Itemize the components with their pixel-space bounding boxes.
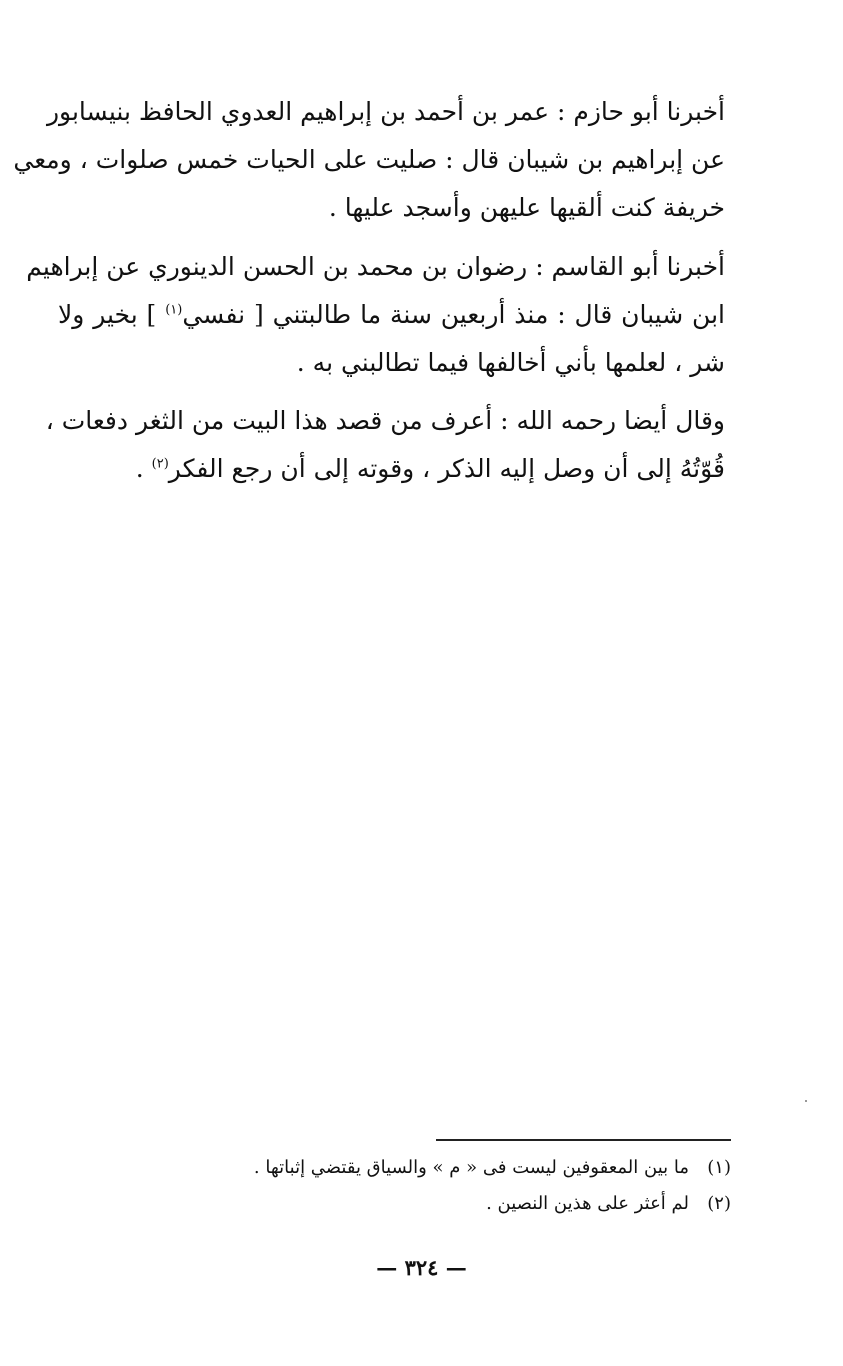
paragraph-2-line-1: أخبرنا أبو القاسم : رضوان بن محمد بن الحسن الدينوري عن إبراهيم — [26, 252, 725, 281]
paragraph-1-line-2: عن إبراهيم بن شيبان قال : صليت على الحيات خمس صلوات ، ومعي — [13, 145, 725, 174]
paragraph-3-line-1: وقال أيضا رحمه الله : أعرف من قصد هذا البيت من الثغر دفعات ، — [45, 406, 725, 435]
paragraph-2-line-3: شر ، لعلمها بأني أخالفها فيما تطالبني به . — [296, 348, 725, 377]
footnote-2-number: (٢) — [707, 1193, 731, 1214]
footnote-2 — [120, 1190, 731, 1218]
paragraph-3-line-2-text-before: قُوّتُهُ إلى أن وصل إليه الذكر ، وقوته إلى أن رجع الفكر — [168, 454, 725, 483]
footnote-marker-2: (٢) — [151, 456, 169, 472]
paragraph-3-line-2-text-after: . — [135, 454, 152, 483]
footnote-1 — [120, 1154, 731, 1182]
footnote-separator — [436, 1139, 731, 1141]
paragraph-2-line-2 — [58, 298, 725, 332]
footnote-marker-1: (١) — [165, 302, 183, 318]
paragraph-2-line-2-text-after: ] بخير ولا — [58, 300, 166, 329]
page-number: — ٣٢٤ — — [376, 1255, 467, 1280]
scan-speck — [805, 1100, 807, 1102]
paragraph-2-line-2-text-before: ابن شيبان قال : منذ أربعين سنة ما طالبتني [ نفسي — [182, 300, 725, 329]
paragraph-1-line-1: أخبرنا أبو حازم : عمر بن أحمد بن إبراهيم العدوي الحافظ بنيسابور — [46, 97, 725, 126]
footnote-2-text: لم أعثر على هذين النصين . — [486, 1193, 689, 1214]
paragraph-3-line-2 — [58, 452, 725, 486]
paragraph-1-line-3: خريفة كنت ألقيها عليهن وأسجد عليها . — [328, 193, 725, 222]
footnote-1-number: (١) — [707, 1157, 731, 1178]
footnote-1-text: ما بين المعقوفين ليست فى « م » والسياق يقتضي إثباتها . — [253, 1157, 689, 1178]
